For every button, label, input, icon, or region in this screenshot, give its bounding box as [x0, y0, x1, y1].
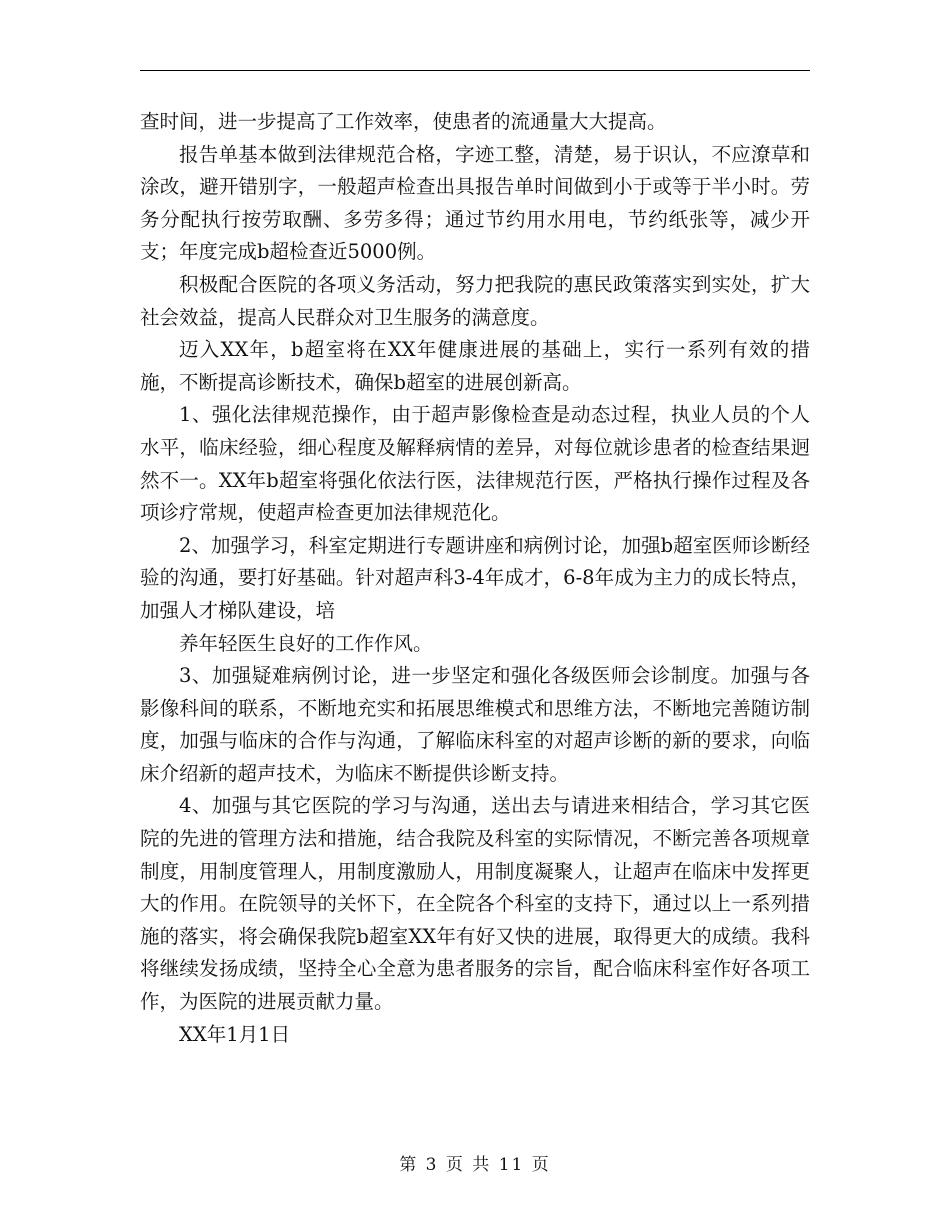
paragraph: 查时间，进一步提高了工作效率，使患者的流通量大大提高。: [140, 110, 667, 133]
header-rule: [140, 70, 810, 71]
document-body: [140, 106, 810, 1051]
paragraph: 迈入XX年，b超室将在XX年健康进展的基础上，实行一系列有效的措施，不断提高诊断技术，确保b超室的进展创新高。: [140, 338, 810, 394]
paragraph: 养年轻医生良好的工作作风。: [179, 631, 433, 655]
page-footer: [0, 1153, 950, 1177]
paragraph: 报告单基本做到法律规范合格，字迹工整，清楚，易于识认，不应潦草和涂改，避开错别字，一般超声检查出具报告单时间做到小于或等于半小时。劳务分配执行按劳取酬、多劳多得；通过节约用水用电，节约纸张等，减少开支；年度完成b超检查近5000例。: [140, 142, 810, 264]
paragraph: 4、加强与其它医院的学习与沟通，送出去与请进来相结合，学习其它医院的先进的管理方法和措施，结合我院及科室的实际情况，不断完善各项规章制度，用制度管理人，用制度激励人，用制度凝聚人，让超声在临床中发挥更大的作用。在院领导的关怀下，在全院各个科室的支持下，通过以上一系列措施的落实，将会确保我院b超室XX年有好又快的进展，取得更大的成绩。我科将继续发扬成绩，坚持全心全意为患者服务的宗旨，配合临床科室作好各项工作，为医院的进展贡献力量。: [140, 794, 810, 1014]
paragraph: 2、加强学习，科室定期进行专题讲座和病例讨论，加强b超室医师诊断经验的沟通，要打好基础。针对超声科3-4年成才，6-8年成为主力的成长特点，加强人才梯队建设，培: [140, 533, 810, 622]
date-line: XX年1月1日: [179, 1022, 291, 1046]
page-number: 第 3 页 共 11 页: [399, 1155, 551, 1175]
paragraph: 1、强化法律规范操作，由于超声影像检查是动态过程，执业人员的个人水平，临床经验，细心程度及解释病情的差异，对每位就诊患者的检查结果迥然不一。XX年b超室将强化依法行医，法律规范行医，严格执行操作过程及各项诊疗常规，使超声检查更加法律规范化。: [140, 403, 810, 525]
paragraph: 3、加强疑难病例讨论，进一步坚定和强化各级医师会诊制度。加强与各影像科间的联系，不断地充实和拓展思维模式和思维方法，不断地完善随访制度，加强与临床的合作与沟通，了解临床科室的对超声诊断的新的要求，向临床介绍新的超声技术，为临床不断提供诊断支持。: [140, 664, 810, 785]
paragraph: 积极配合医院的各项义务活动，努力把我院的惠民政策落实到实处，扩大社会效益，提高人民群众对卫生服务的满意度。: [140, 272, 810, 329]
